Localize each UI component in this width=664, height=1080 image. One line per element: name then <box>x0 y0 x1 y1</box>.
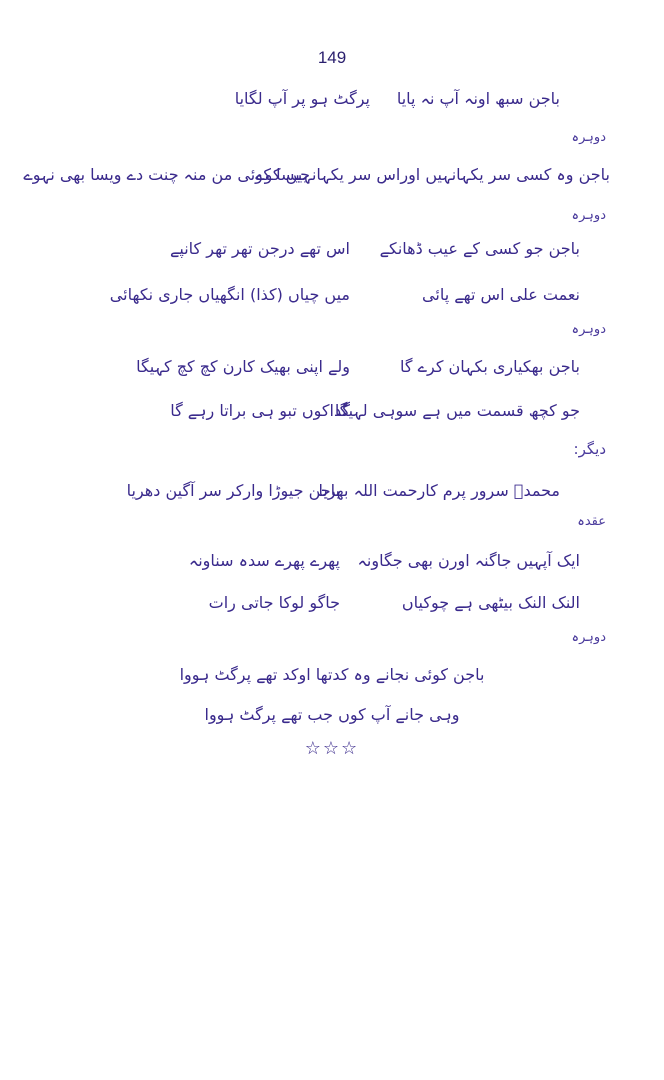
verse-5a: باجن بھکیاری بکہان کرے گا <box>400 357 580 376</box>
verse-line-11: وہی جانے آپ کوں جب تھے پرگٹ ہووا <box>204 705 460 724</box>
verse-line-5 <box>110 356 580 378</box>
verse-line-8 <box>120 550 580 572</box>
verse-line-1 <box>120 88 560 110</box>
verse-line-9 <box>120 592 580 614</box>
verse-line-3 <box>110 238 580 260</box>
label-dohra-2: دوہرہ <box>571 208 606 223</box>
verse-4a: نعمت علی اس تھے پائی <box>422 285 580 304</box>
verse-9b: جاگو لوکا جاتی رات <box>208 593 340 612</box>
verse-7a: محمدؐ سرور پرم کارحمت اللہ بھریا <box>318 481 560 500</box>
verse-3b: اس تھے درجن تھر تھر کانپے <box>170 239 350 258</box>
verse-line-7 <box>126 480 560 502</box>
label-digar: دیگر: <box>573 440 606 458</box>
verse-9a: النک النک بیٹھی ہے چوکیاں <box>401 593 580 612</box>
verse-7b: باجن جیوڑا وارکر سر آگین دھریا <box>126 481 340 500</box>
verse-line-6 <box>110 400 580 422</box>
verse-4b: میں چیاں (کذا) انگھیاں جاری نکھائی <box>109 285 350 304</box>
verse-line-10: باجن کوئی نجانے وہ کدتھا اوکد تھے پرگٹ ہووا <box>179 665 485 684</box>
verse-8a: ایک آپہیں جاگنہ اورن بھی جگاونہ <box>357 551 580 570</box>
verse-5b: ولے اپنی بھیک کارن کچ کچ کہیگا <box>136 357 350 376</box>
verse-3a: باجن جو کسی کے عیب ڈھانکے <box>379 239 580 258</box>
verse-6b: گداکوں تبو ہی براتا رہے گا <box>170 401 350 420</box>
label-dohra-3: دوہرہ <box>571 322 606 337</box>
stars-ornament: ☆☆☆ <box>304 738 360 759</box>
verse-1a: باجن سبھ اونہ آپ نہ پایا <box>396 89 560 108</box>
verse-2b: جیسا کوئی من منہ چنت دے ویسا بھی نہوے <box>23 165 310 184</box>
verse-line-2 <box>23 164 610 186</box>
label-dohra-4: دوہرہ <box>571 630 606 645</box>
verse-line-4 <box>110 284 580 306</box>
verse-6a: جو کچھ قسمت میں ہے سوہی لہیگا <box>334 401 580 420</box>
page-number: 149 <box>317 48 347 67</box>
verse-8b: پھرے پھرے سدہ سناونہ <box>188 551 340 570</box>
verse-2a: باجن وہ کسی سر یکہانہیں اوراس سر یکہانہیں کوے <box>255 165 610 184</box>
label-uqda: عقدہ <box>577 514 606 529</box>
verse-1b: پرگٹ ہو پر آپ لگایا <box>234 89 370 108</box>
label-dohra-1: دوہرہ <box>571 130 606 145</box>
